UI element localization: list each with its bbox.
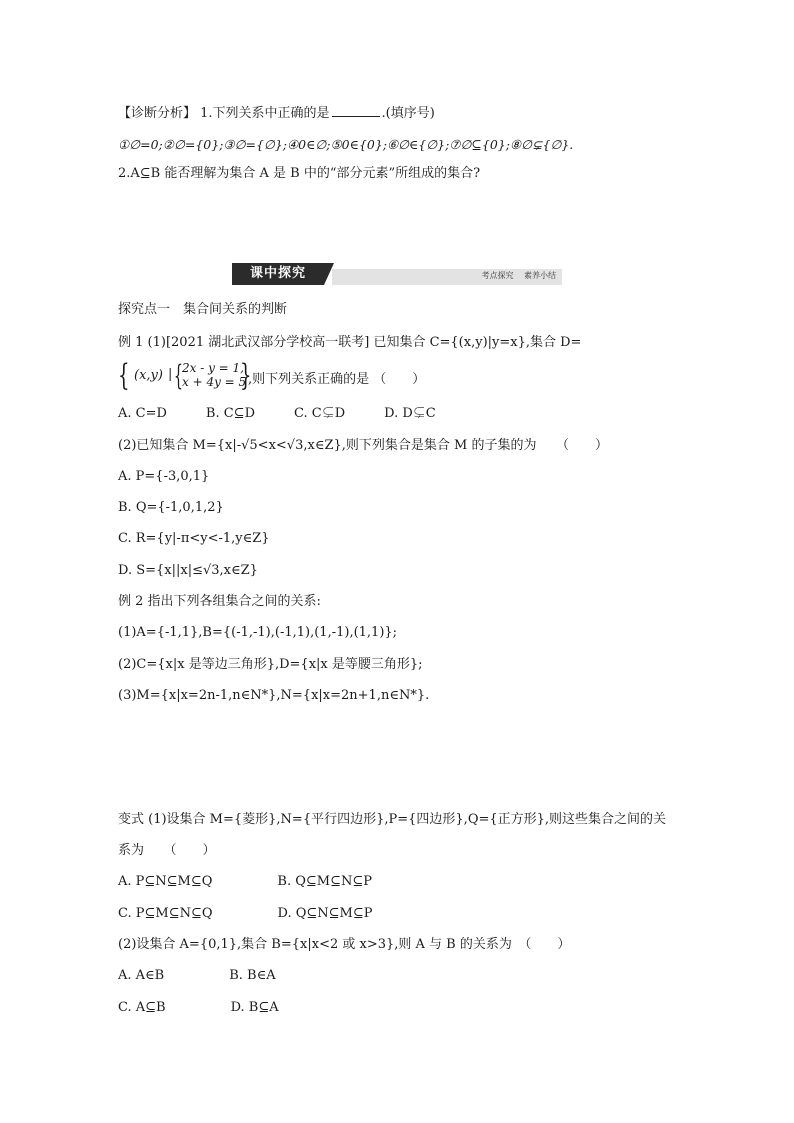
- variant1-line1: 变式 (1)设集合 M={菱形},N={平行四边形},P={四边形},Q={正方形},则这些集合之间的关: [118, 812, 667, 827]
- diagnosis-q1-options: ①∅=0;②∅={0};③∅={∅};④0∈∅;⑤0∈{0};⑥∅∈{∅};⑦∅⊆{0};⑧∅⊊{∅}.: [118, 137, 574, 152]
- example1-line1: 例 1 (1)[2021 湖北武汉部分学校高一联考] 已知集合 C={(x,y)|y=x},集合 D=: [118, 335, 582, 350]
- example1-question: ,则下列关系正确的是 （ ）: [248, 372, 426, 387]
- answer-blank[interactable]: [332, 104, 380, 117]
- example1-option-d: D. S={x||x|≤√3,x∈Z}: [118, 563, 258, 578]
- section-banner: [232, 263, 562, 285]
- variant2-question: (2)设集合 A={0,1},集合 B={x|x<2 或 x>3},则 A 与 B 的关系为 （ ）: [118, 937, 571, 952]
- banner-arrow: [324, 263, 334, 285]
- example2-title: 例 2 指出下列各组集合之间的关系:: [118, 594, 321, 609]
- variant1-options-cd: C. P⊆M⊆N⊆Q D. Q⊆N⊆M⊆P: [118, 906, 373, 921]
- section-heading: 探究点一 集合间关系的判断: [118, 302, 288, 317]
- example1-part2: (2)已知集合 M={x|-√5<x<√3,x∈Z},则下列集合是集合 M 的子集的为 （ ）: [118, 438, 608, 453]
- diagnosis-q1: [118, 104, 435, 123]
- diagnosis-q2: 2.A⊆B 能否理解为集合 A 是 B 中的“部分元素”所组成的集合?: [118, 166, 481, 181]
- banner-title: 课中探究: [232, 263, 324, 285]
- variant1-options-ab: A. P⊆N⊆M⊆Q B. Q⊆M⊆N⊆P: [118, 874, 373, 889]
- banner-tags: [473, 270, 556, 281]
- left-brace: {: [118, 358, 130, 393]
- right-brace: }: [240, 358, 252, 393]
- diagnosis-q1-prefix: 【诊断分析】 1.下列关系中正确的是: [118, 106, 330, 121]
- equation-1: 2x - y = 1,: [182, 361, 244, 375]
- system-brace: {: [174, 359, 183, 392]
- example1-option-c: C. R={y|-π<y<-1,y∈Z}: [118, 531, 270, 546]
- example1-option-a: A. P={-3,0,1}: [118, 469, 210, 484]
- example1-options: A. C=D B. C⊆D C. C⊊D D. D⊊C: [118, 406, 436, 421]
- example2-part2: (2)C={x|x 是等边三角形},D={x|x 是等腰三角形};: [118, 657, 423, 672]
- banner-tag-summary: 素养小结: [524, 271, 556, 280]
- equation-2: x + 4y = 5: [182, 375, 247, 389]
- set-element: (x,y): [134, 368, 163, 383]
- variant2-options-ab: A. A∈B B. B∈A: [118, 968, 276, 983]
- example1-option-b: B. Q={-1,0,1,2}: [118, 500, 224, 515]
- example2-part3: (3)M={x|x=2n-1,n∈N*},N={x|x=2n+1,n∈N*}.: [118, 688, 430, 703]
- variant2-options-cd: C. A⊆B D. B⊆A: [118, 1000, 279, 1015]
- variant1-line2: 系为 （ ）: [118, 843, 216, 858]
- banner-tag-explore: 考点探究: [481, 271, 514, 280]
- example2-part1: (1)A={-1,1},B={(-1,-1),(-1,1),(1,-1),(1,1)};: [118, 625, 398, 640]
- diagnosis-q1-suffix: .(填序号): [381, 106, 435, 121]
